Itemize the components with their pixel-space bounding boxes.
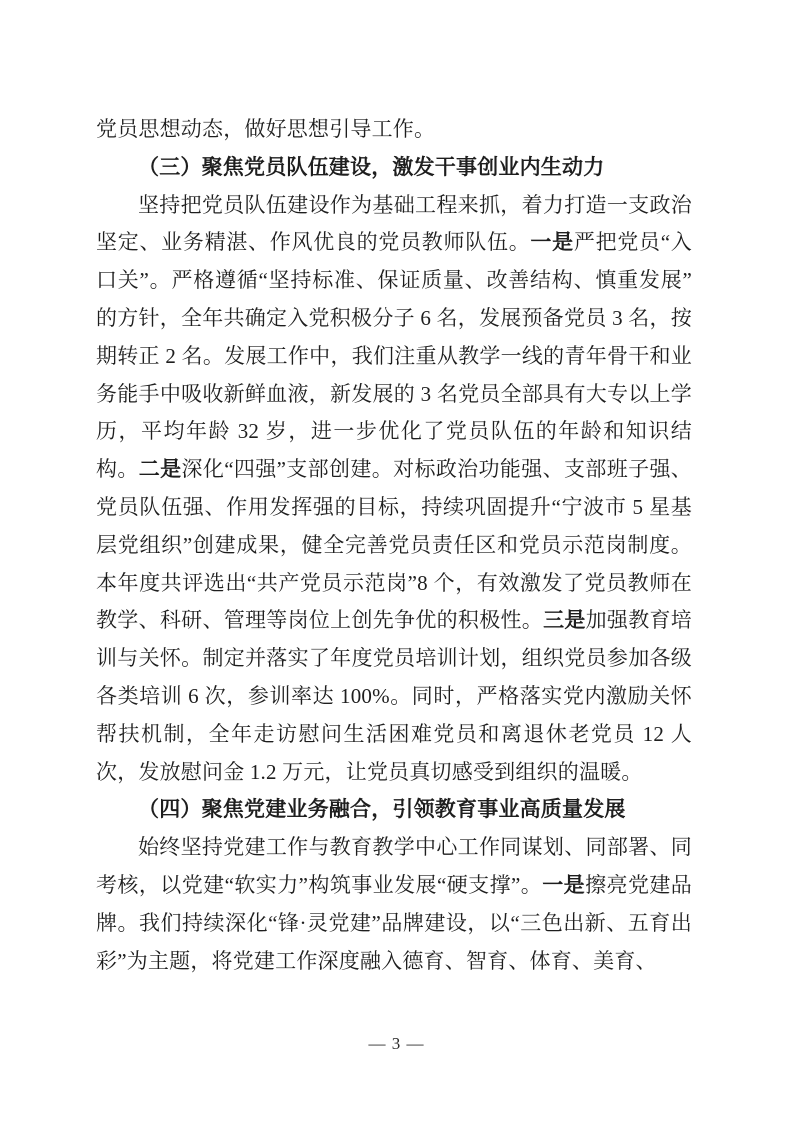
text-run: 擦亮党建品牌。我们持续深化“锋·灵党建”品牌建设，以“三色出新、五育出彩”为主题，将党建工作深度融入德育、智育、体育、美育、 xyxy=(96,872,693,973)
text-run: 坚持把党员队伍建设作为基础工程来抓，着力打造一支政治坚定、业务精湛、作风优良的党员教师队伍。 xyxy=(96,192,692,255)
bold-text-run: 三是 xyxy=(543,608,586,633)
paragraph-section-4 xyxy=(96,829,692,980)
text-run: 严把党员“入口关”。严格遵循“坚持标准、保证质量、改善结构、慎重发展”的方针，全年共确定入党积极分子 6 名，发展预备党员 3 名，按期转正 2 名。发展工作中，我们注重从教学一线的青年骨干和业务能手中吸收新鲜血液，新发展的 3 名党员全部具有大专以上学历，平均年龄 32 岁，进一步优化了党员队伍的年龄和知识结构。 xyxy=(96,230,692,482)
document-body xyxy=(96,111,692,980)
text-run: 深化“四强”支部创建。对标政治功能强、支部班子强、党员队伍强、作用发挥强的目标，持续巩固提升“宁波市 5 星基层党组织”创建成果，健全完善党员责任区和党员示范岗制度。本年度共评选出“共产党员示范岗”8 个，有效激发了党员教师在教学、科研、管理等岗位上创先争优的积极性。 xyxy=(96,457,693,633)
bold-text-run: 一是 xyxy=(530,230,574,255)
text-run: 党员思想动态，做好思想引导工作。 xyxy=(96,117,436,141)
bold-text-run: （三）聚焦党员队伍建设，激发干事创业内生动力 xyxy=(138,154,605,179)
text-run: 始终坚持党建工作与教育教学中心工作同谋划、同部署、同考核，以党建“软实力”构筑事业发展“硬支撑”。 xyxy=(96,835,692,897)
text-run: 加强教育培训与关怀。制定并落实了年度党员培训计划，组织党员参加各级各类培训 6 次，参训率达 100%。同时，严格落实党内激励关怀帮扶机制，全年走访慰问生活困难党员和离退休老党员 12 人次，发放慰问金 1.2 万元，让党员真切感受到组织的温暖。 xyxy=(96,608,692,784)
page-number: — 3 — xyxy=(368,1034,425,1053)
paragraph-section-3 xyxy=(96,187,692,792)
page-footer xyxy=(0,1034,793,1054)
section-heading-3 xyxy=(96,149,692,187)
section-heading-4 xyxy=(96,791,692,829)
paragraph-continuation xyxy=(96,111,692,149)
bold-text-run: （四）聚焦党建业务融合，引领教育事业高质量发展 xyxy=(138,797,626,822)
bold-text-run: 一是 xyxy=(542,872,586,897)
bold-text-run: 二是 xyxy=(138,457,182,482)
